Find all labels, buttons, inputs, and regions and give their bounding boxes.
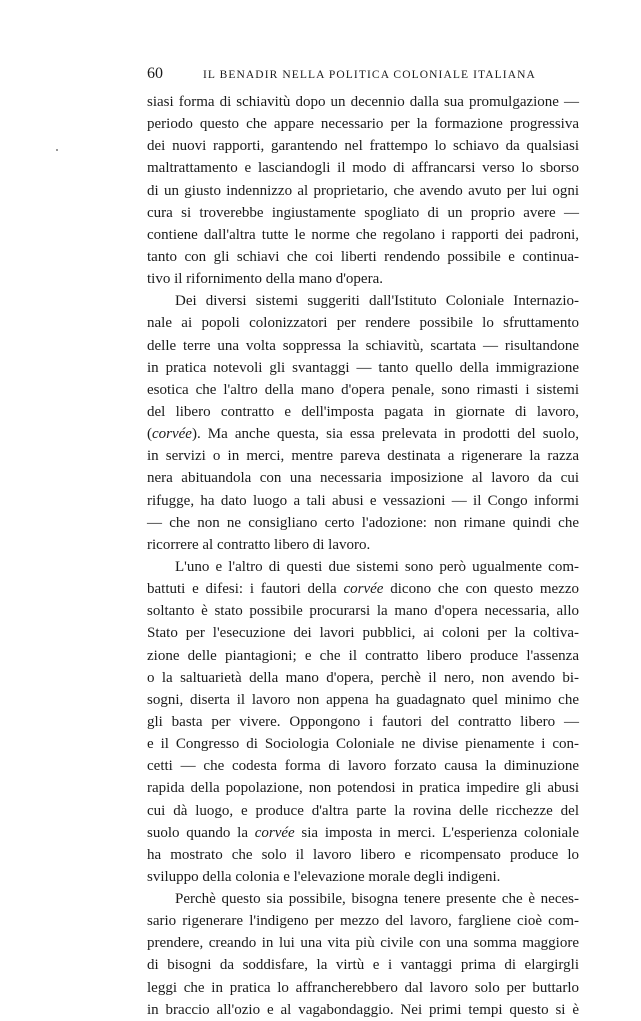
text-line: dei nuovi rapporti, garantendo nel frattempo lo schiavo da qualsiasi (147, 138, 579, 155)
text-line: cura si troverebbe ingiustamente spogliato di un proprio avere — (147, 204, 579, 221)
text-line: Stato per l'esecuzione dei lavori pubblici, ai coloni per la coltiva- (147, 625, 579, 642)
text-line: o la saltuarietà della mano d'opera, perchè il nero, non avendo bi- (147, 669, 579, 686)
text-line: cui dà luogo, e produce d'altra parte la rovina delle ricchezze del (147, 802, 579, 819)
text-line: in braccio all'ozio e al vagabondaggio. Nei primi tempi questo si è (147, 1001, 579, 1018)
text-line: sviluppo della colonia e l'elevazione morale degli indigeni. (147, 868, 501, 885)
text-line: nera abituandola con una necessaria imposizione al lavoro da cui (147, 470, 579, 487)
text-line: gli basta per vivere. Oppongono i fautori del contratto libero — (147, 713, 579, 730)
text-line: battuti e difesi: i fautori della corvée dicono che con questo mezzo (147, 581, 579, 598)
text-line: soltanto è stato possibile procurarsi la mano d'opera necessaria, allo (147, 603, 579, 620)
text-line: sogni, diserta il lavoro non appena ha guadagnato quel minimo che (147, 691, 579, 708)
text-line: esotica che l'altro della mano d'opera penale, sono rimasti i sistemi (147, 381, 579, 398)
body-text (147, 91, 579, 1021)
text-line: Dei diversi sistemi suggeriti dall'Istituto Coloniale Internazio- (175, 293, 579, 310)
text-line: Perchè questo sia possibile, bisogna tenere presente che è neces- (175, 891, 579, 908)
text-line: tivo il rifornimento della mano d'opera. (147, 271, 383, 288)
scan-speck (56, 149, 58, 151)
text-line: siasi forma di schiavitù dopo un decennio dalla sua promulgazione — (147, 94, 579, 110)
text-line: (corvée). Ma anche questa, sia essa prelevata in prodotti del suolo, (147, 426, 579, 443)
text-line: del libero contratto e dell'imposta pagata in giornate di lavoro, (147, 403, 579, 420)
text-line: maltrattamento e lasciandogli il modo di affrancarsi verso lo sborso (147, 160, 579, 177)
text-line: e il Congresso di Sociologia Coloniale ne divise pienamente i con- (147, 736, 579, 753)
text-line: in pratica notevoli gli svantaggi — tanto quello della immigrazione (147, 359, 579, 376)
text-line: nale ai popoli colonizzatori per rendere possibile lo sfruttamento (147, 315, 579, 332)
text-line: rifugge, ha dato luogo a tali abusi e vessazioni — il Congo informi (147, 492, 579, 509)
text-line: tanto con gli schiavi che coi liberti rendendo possibile e continua- (147, 248, 579, 265)
paragraph-4 (147, 888, 579, 1021)
text-line: zione delle piantagioni; e che il contratto libero produce l'assenza (147, 647, 579, 664)
text-line: ricorrere al contratto libero di lavoro. (147, 536, 371, 553)
text-line: in servizi o in merci, mentre pareva destinata a rigenerare la razza (147, 448, 579, 465)
text-line: — che non ne consigliano certo l'adozione: non rimane quindi che (147, 514, 579, 531)
text-line: sario rigenerare l'indigeno per mezzo del lavoro, fargliene cioè com- (147, 913, 579, 930)
text-line: suolo quando la corvée sia imposta in merci. L'esperienza coloniale (147, 824, 579, 841)
paragraph-1 (147, 91, 579, 290)
text-line: di un giusto indennizzo al proprietario, che avendo avuto per lui ogni (147, 182, 579, 199)
text-line: di bisogni da soddisfare, la virtù e i vantaggi prima di elargirgli (147, 957, 579, 974)
text-line: cetti — che codesta forma di lavoro forzato causa la diminuzione (147, 758, 579, 775)
text-line: rapida della popolazione, non potendosi in pratica impedire gli abusi (147, 780, 579, 797)
text-line: L'uno e l'altro di questi due sistemi sono però ugualmente com- (175, 558, 579, 575)
text-line: prendere, creando in lui una vita più civile con una somma maggiore (147, 935, 579, 952)
text-line: contiene dall'altra tutte le norme che regolano i rapporti dei padroni, (147, 226, 579, 243)
paragraph-2 (147, 290, 579, 556)
paragraph-3 (147, 556, 579, 888)
page-number: 60 (147, 65, 163, 82)
running-head-title: IL BENADIR NELLA POLITICA COLONIALE ITALIANA (203, 69, 536, 81)
text-line: periodo questo che appare necessario per la formazione progressiva (147, 116, 579, 133)
text-line: leggi che in pratica lo affrancherebbero dal lavoro solo per buttarlo (147, 979, 579, 996)
text-line: ha mostrato che solo il lavoro libero e ricompensato produce lo (147, 846, 579, 863)
text-line: delle terre una volta soppressa la schiavitù, scartata — risultandone (147, 337, 579, 354)
running-head (147, 64, 579, 84)
